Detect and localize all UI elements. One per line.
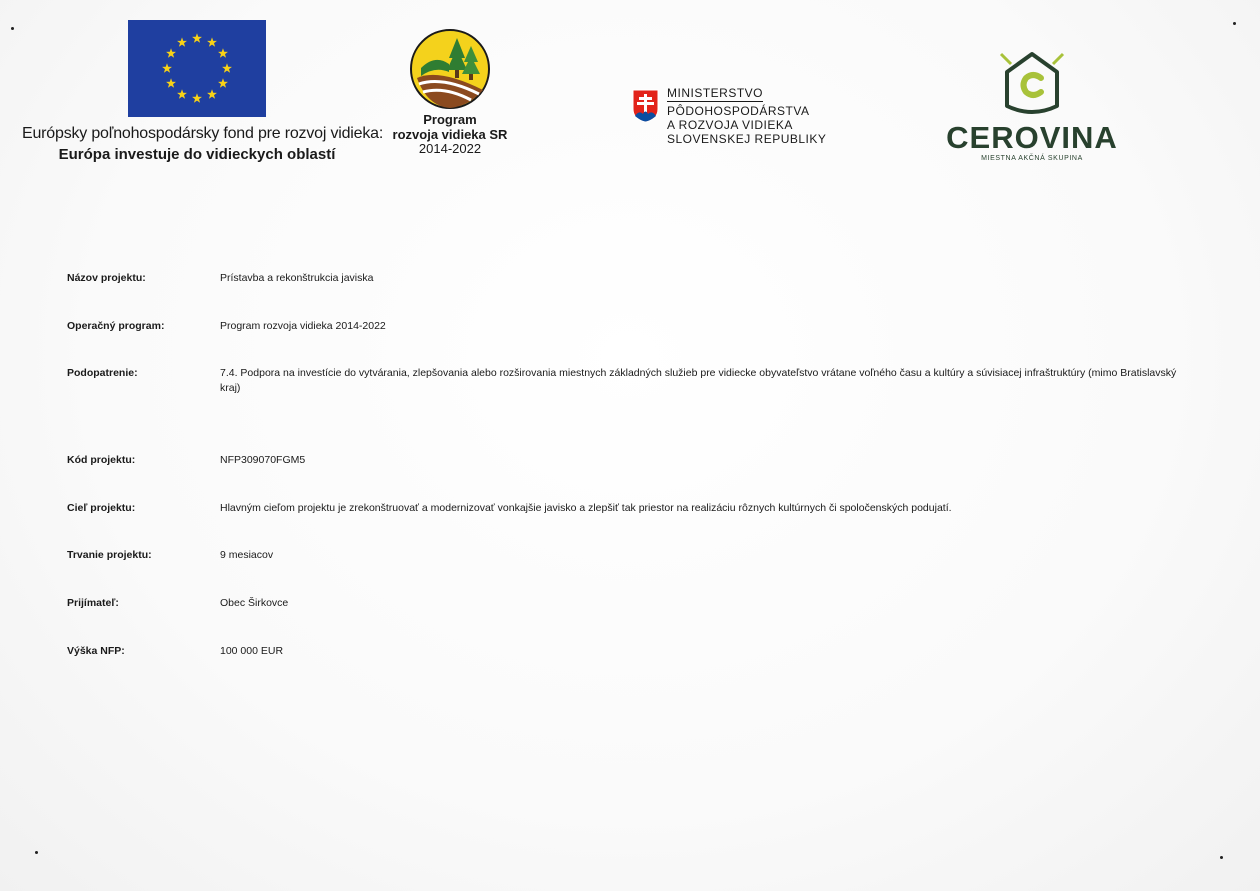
cerovina-house-emblem-icon (997, 48, 1067, 120)
paper-speck (1220, 856, 1223, 859)
rural-program-title-line1: Program (423, 112, 477, 127)
paper-speck (11, 27, 14, 30)
paper-speck (35, 851, 38, 854)
project-row-value: Prístavba a rekonštrukcia javiska (220, 272, 374, 284)
project-row-label: Trvanie projektu: (67, 549, 152, 561)
project-row-value: 9 mesiacov (220, 549, 274, 561)
eu-star-icon (192, 93, 202, 102)
project-row-value: 7.4. Podpora na investície do vytvárania, zlepšovania alebo rozširovania miestnych základných služieb pre vidiecke obyvateľstvo vrátane voľného času a kultúry a súvisiacej infraštruktúry (mimo Bratislavský kraj) (220, 367, 1177, 394)
project-row-label: Prijímateľ: (67, 597, 119, 609)
eu-star-icon (207, 89, 217, 98)
project-row-label: Operačný program: (67, 320, 165, 332)
eu-star-icon (222, 63, 232, 72)
rural-program-title-line2: rozvoja vidieka SR (392, 127, 508, 142)
eu-star-icon (166, 78, 176, 87)
cerovina-subtitle: MIESTNA AKČNÁ SKUPINA (981, 155, 1083, 162)
rural-program-logo-icon (409, 28, 491, 110)
rural-program-title (380, 112, 520, 142)
project-row-label: Podopatrenie: (67, 367, 138, 379)
eu-fund-block (22, 20, 384, 163)
eu-star-icon (192, 33, 202, 42)
project-row-value: NFP309070FGM5 (220, 454, 306, 466)
slovak-coat-of-arms-icon (632, 89, 659, 123)
paper-speck (1233, 22, 1236, 25)
project-row-label: Výška NFP: (67, 645, 125, 657)
eu-star-icon (166, 48, 176, 57)
rural-program-block (380, 28, 520, 156)
project-row-value: 100 000 EUR (220, 645, 284, 657)
project-row-value: Program rozvoja vidieka 2014-2022 (220, 320, 386, 332)
project-row-value: Obec Širkovce (220, 597, 289, 609)
cerovina-block (940, 48, 1124, 163)
eu-star-icon (218, 48, 228, 57)
eu-star-icon (207, 37, 217, 46)
ministry-name-line2: PÔDOHOSPODÁRSTVA (667, 104, 810, 118)
eu-fund-line: Európsky poľnohospodársky fond pre rozvoj vidieka: (22, 125, 384, 142)
eu-flag-icon (128, 20, 266, 117)
ministry-name-line3: A ROZVOJA VIDIEKA (667, 118, 793, 132)
eu-slogan: Európa investuje do vidieckych oblastí (58, 146, 336, 163)
ministry-name-line1: MINISTERSTVO (667, 86, 764, 100)
project-row-value: Hlavným cieľom projektu je zrekonštruovať a modernizovať vonkajšie javisko a zlepšiť tak priestor na realizáciu rôznych kultúrnych či spoločenských podujatí. (220, 502, 952, 514)
eu-star-icon (177, 37, 187, 46)
eu-star-icon (177, 89, 187, 98)
project-row-label: Cieľ projektu: (67, 502, 136, 514)
cerovina-name: CEROVINA (946, 120, 1118, 155)
rural-program-years: 2014-2022 (418, 141, 482, 156)
eu-star-icon (162, 63, 172, 72)
project-row-label: Kód projektu: (67, 454, 136, 466)
project-row-label: Názov projektu: (67, 272, 146, 284)
ministry-name-line4: SLOVENSKEJ REPUBLIKY (667, 132, 827, 146)
ministry-name (667, 86, 867, 146)
eu-star-icon (218, 78, 228, 87)
